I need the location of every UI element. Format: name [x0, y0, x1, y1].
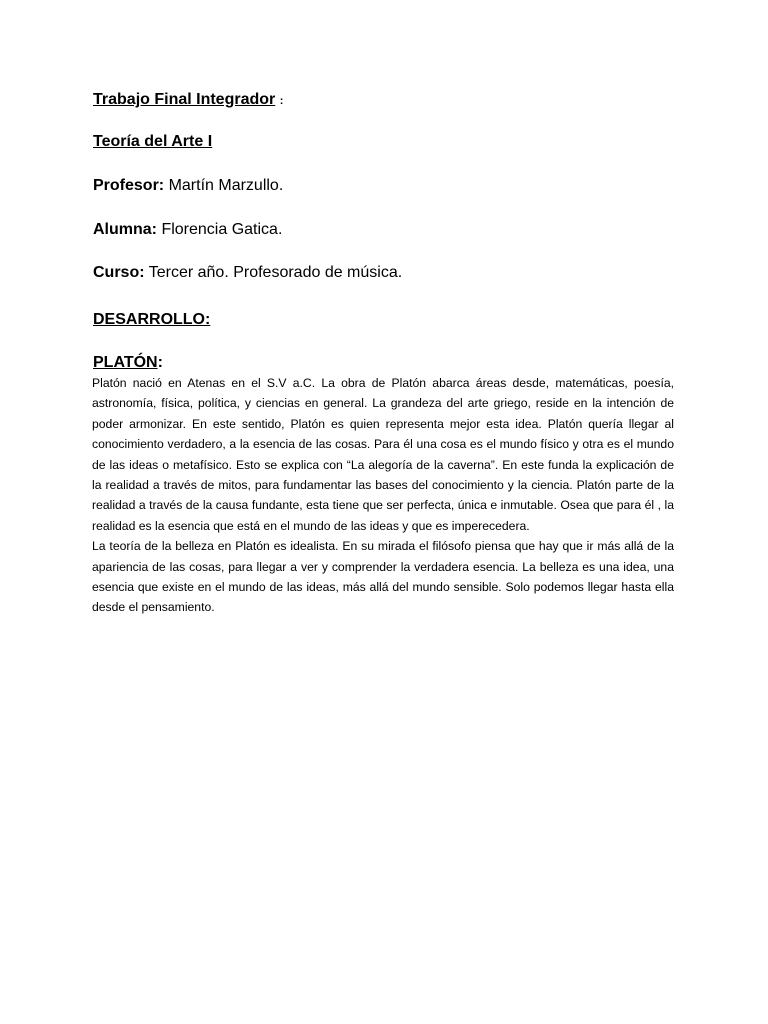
- student-label: Alumna:: [93, 221, 157, 238]
- subsection-heading-line: [93, 353, 163, 373]
- section-heading: DESARROLLO:: [93, 311, 211, 328]
- body-text: [92, 373, 674, 618]
- paragraph: Platón nació en Atenas en el S.V a.C. La obra de Platón abarca áreas desde, matemáticas, poesía, astronomía, física, política, y ciencias en general. La grandeza del arte griego, reside en la intención de poder armonizar. En este sentido, Platón es quien representa mejor esta idea. Platón quería llegar al conocimiento verdadero, a la esencia de las cosas. Para él una cosa es el mundo físico y otra es el mundo de las ideas o metafísico. Esto se explica con “La alegoría de la caverna”. En este funda la explicación de la realidad a través de mitos, para fundamentar las bases del conocimiento y la ciencia. Platón parte de la realidad a través de la causa fundante, esta tiene que ser perfecta, única e inmutable. Osea que para él , la realidad es la esencia que está en el mundo de las ideas y que es imperecedera.: [92, 376, 674, 533]
- course-value: Tercer año. Profesorado de música.: [148, 264, 403, 281]
- course-label: Curso:: [93, 264, 145, 281]
- subject-label: Teoría del Arte I: [93, 133, 213, 150]
- title-colon: :: [279, 95, 284, 107]
- course-line: [93, 263, 402, 283]
- professor-value: Martín Marzullo.: [168, 177, 284, 194]
- subject-line: [93, 132, 212, 152]
- subsection-colon: :: [157, 354, 163, 371]
- title-line: [93, 90, 283, 111]
- section-heading-line: [93, 310, 210, 330]
- subsection-heading: PLATÓN: [93, 354, 158, 371]
- student-line: [93, 220, 282, 240]
- document-title: Trabajo Final Integrador: [93, 91, 276, 108]
- student-value: Florencia Gatica.: [161, 221, 283, 238]
- paragraph: La teoría de la belleza en Platón es idealista. En su mirada el filósofo piensa que hay que ir más allá de la apariencia de las cosas, para llegar a ver y comprender la verdadera esencia. La belleza es una idea, una esencia que existe en el mundo de las ideas, más allá del mundo sensible. Solo podemos llegar hasta ella desde el pensamiento.: [92, 539, 674, 615]
- professor-label: Profesor:: [93, 177, 165, 194]
- professor-line: [93, 176, 283, 196]
